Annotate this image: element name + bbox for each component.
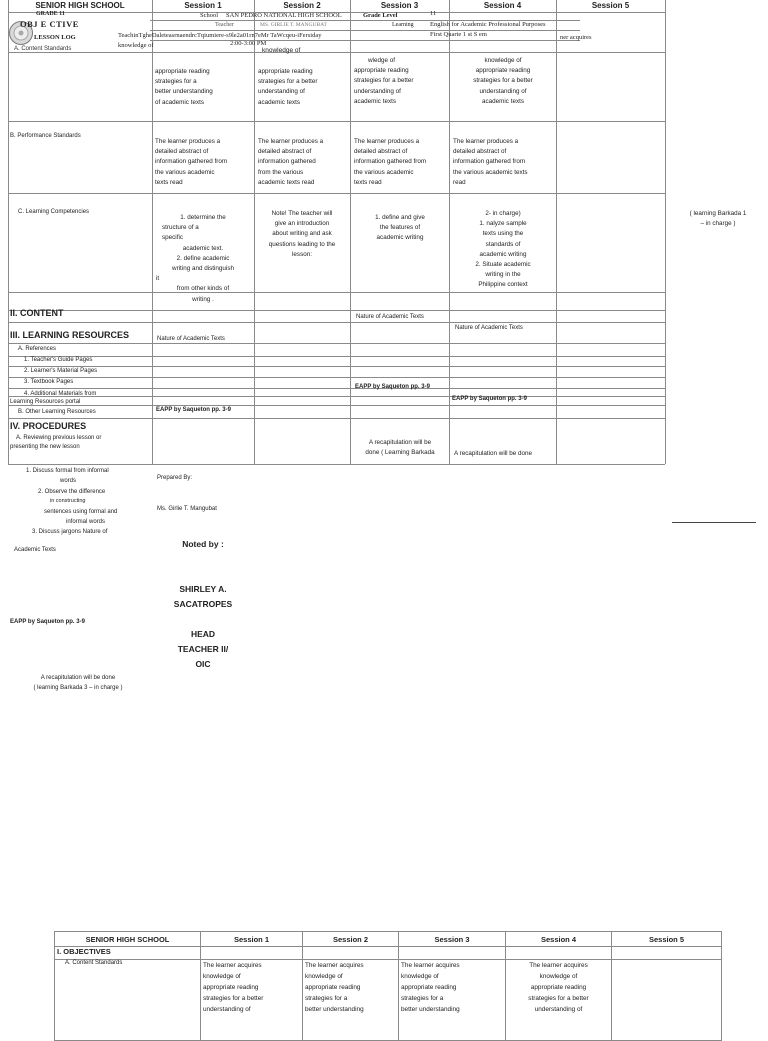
procedure-session-3: A recapitulation will be done ( Learning Barkada: [365, 439, 435, 457]
p2-cs-session-4: The learner acquires knowledge of appropriate reading strategies for a better understanding of: [506, 960, 612, 1041]
knowledge-of-left: knowledge of: [118, 42, 154, 49]
school-value: SAN PEDRO NATIONAL HIGH SCHOOL: [226, 12, 342, 19]
preparer-name: Ms. Girlie T. Mangubat: [157, 506, 217, 512]
noter-title-2: TEACHER II/: [177, 644, 229, 654]
resource-session-1: EAPP by Saqueton pp. 3-9: [156, 407, 231, 413]
overflow-eapp: EAPP by Saqueton pp. 3-9: [10, 619, 85, 625]
procedure-session-4: A recapitulation will be done: [454, 450, 533, 457]
cs-session-3: wledge of appropriate reading strategies for a better understanding of academic texts: [354, 57, 414, 105]
content-standards-label: A. Content Standards: [14, 46, 72, 52]
header-session-4: Session 4: [483, 1, 522, 10]
p2-header-session-2: Session 2: [303, 932, 399, 947]
cs-session-2: appropriate reading strategies for a better understanding of academic texts: [258, 68, 318, 106]
p2-header-session-1: Session 1: [201, 932, 303, 947]
cs-session-1: appropriate reading strategies for a better understanding of academic texts: [155, 68, 213, 106]
prepared-by-label: Prepared By:: [157, 475, 193, 481]
cs-s2-top: knowledge of: [262, 47, 301, 54]
grade-label: GRADE 11: [36, 11, 65, 17]
teaching-dates-garbled: TeachinTgheDaleteasrnaendrcTqiumiere-s9le2a01rn7eMr TaWcqeu-iFersiday: [118, 32, 322, 39]
learning-competencies-label: C. Learning Competencies: [18, 209, 90, 215]
learning-area-label: Learning: [392, 22, 414, 28]
learners-material-label: 2. Learner's Material Pages: [24, 368, 98, 374]
grade-level-value: 11: [430, 10, 437, 17]
noter-title-1: HEAD: [190, 629, 216, 639]
resource-session-3: EAPP by Saqueton pp. 3-9: [355, 384, 430, 390]
noted-by-label: Noted by :: [182, 539, 224, 549]
textbook-label: 3. Textbook Pages: [24, 379, 74, 385]
p2-cs-session-2: The learner acquires knowledge of appropriate reading strategies for a better understanding: [303, 960, 399, 1041]
ps-session-2: The learner produces a detailed abstract of information gathered from the various academic texts read: [258, 138, 324, 186]
overflow-recap-1: A recapitulation will be done: [40, 675, 116, 681]
lc-session-1: 1. determine the structure of a specific academic text. 2. define academic writing and distinguish it from other kinds of writing .: [156, 214, 234, 303]
additional-materials-label-2: Learning Resources portal: [10, 399, 81, 405]
overflow-recap-2: ( learning Barkada 3 – in charge ): [33, 685, 123, 691]
time-value: 2:00-3:00 PM: [230, 40, 267, 47]
ps-session-3: The learner produces a detailed abstract of information gathered from the various academic texts read: [354, 138, 427, 186]
school-label: School: [200, 12, 219, 19]
lesson-log-label: LESSON LOG: [34, 34, 76, 41]
p2-cs-session-3: The learner acquires knowledge of appropriate reading strategies for a better understanding: [399, 960, 506, 1041]
reviewing-label-2: presenting the new lesson: [10, 444, 80, 450]
header-session-2: Session 2: [283, 1, 321, 10]
overflow-list-2b: in constructing: [50, 498, 86, 504]
resource-session-4: EAPP by Saqueton pp. 3-9: [452, 396, 527, 402]
content-session-1: Nature of Academic Texts: [157, 336, 225, 342]
lc-session-3: 1. define and give the features of academic writing: [375, 214, 425, 242]
lc-outside-note: ( learning Barkada 1 – in charge ): [689, 210, 747, 228]
header-session-5: Session 5: [591, 1, 630, 10]
p2-objectives-heading: I. OBJECTIVES: [55, 947, 201, 960]
cs-session-4: knowledge of appropriate reading strategies for a better understanding of academic texts: [473, 57, 533, 105]
noter-name-2: SACATROPES: [173, 599, 233, 609]
p2-content-standards-label: A. Content Standards: [65, 960, 123, 966]
overflow-list-1b: words: [60, 478, 77, 484]
other-resources-label: B. Other Learning Resources: [18, 409, 96, 415]
content-session-3: Nature of Academic Texts: [356, 314, 424, 320]
teacher-label: Teacher: [215, 22, 234, 28]
overflow-list-2a: 2. Observe the difference: [38, 489, 106, 495]
p2-header-session-4: Session 4: [506, 932, 612, 947]
header-session-1: Session 1: [184, 1, 222, 10]
header-senior-high-school: SENIOR HIGH SCHOOL: [35, 1, 125, 10]
header-session-3: Session 3: [380, 1, 419, 10]
content-heading: II. CONTENT: [10, 308, 64, 318]
overflow-list-2d: informal words: [66, 519, 106, 525]
quarter-garbled: First Quarte 1 st S em: [430, 31, 487, 38]
p2-header-session-5: Session 5: [612, 932, 722, 947]
grade-level-label: Grade Level: [363, 12, 398, 19]
ps-session-1: The learner produces a detailed abstract of information gathered from the various academic texts read: [155, 138, 228, 186]
teachers-guide-label: 1. Teacher's Guide Pages: [24, 357, 93, 363]
additional-materials-label: 4. Additional Materials from: [24, 391, 97, 397]
overflow-list-2c: sentences using formal and: [44, 509, 118, 515]
lc-session-4: 2- in charge) 1. nalyze sample texts using the standards of academic writing 2. Situate academic writing in the Philippine context: [475, 210, 531, 289]
references-label: A. References: [18, 346, 57, 352]
performance-standards-label: B. Performance Standards: [10, 133, 81, 139]
overflow-academic-texts: Academic Texts: [14, 547, 56, 553]
noter-name-1: SHIRLEY A.: [179, 584, 227, 594]
objectives-garbled: OBJ E CTIVE: [20, 19, 79, 29]
learning-resources-heading: III. LEARNING RESOURCES: [10, 330, 130, 340]
teacher-value: MS. GIRLIE T. MANGUBAT: [260, 22, 327, 28]
page2-table: [54, 931, 722, 1041]
signature-line: [672, 522, 756, 523]
procedures-heading: IV. PROCEDURES: [10, 421, 87, 431]
content-session-4: Nature of Academic Texts: [455, 325, 523, 331]
ps-session-4: The learner produces a detailed abstract of information gathered from the various academic texts read: [453, 138, 528, 186]
p2-header-senior-high-school: SENIOR HIGH SCHOOL: [55, 932, 201, 947]
lc-session-2: Note! The teacher will give an introduction about writing and ask questions leading to the lesson:: [268, 210, 336, 258]
learning-area-value: English for Academic Professional Purposes: [430, 21, 546, 28]
acquires-garbled: ner acquires: [560, 34, 592, 41]
noter-title-3: OIC: [195, 659, 211, 669]
overflow-list-3: 3. Discuss jargons Nature of: [32, 529, 108, 535]
p2-header-session-3: Session 3: [399, 932, 506, 947]
overflow-list-1a: 1. Discuss formal from informal: [26, 468, 109, 474]
reviewing-label-1: A. Reviewing previous lesson or: [16, 435, 102, 441]
p2-cs-session-1: The learner acquires knowledge of appropriate reading strategies for a better understanding of: [201, 960, 303, 1041]
